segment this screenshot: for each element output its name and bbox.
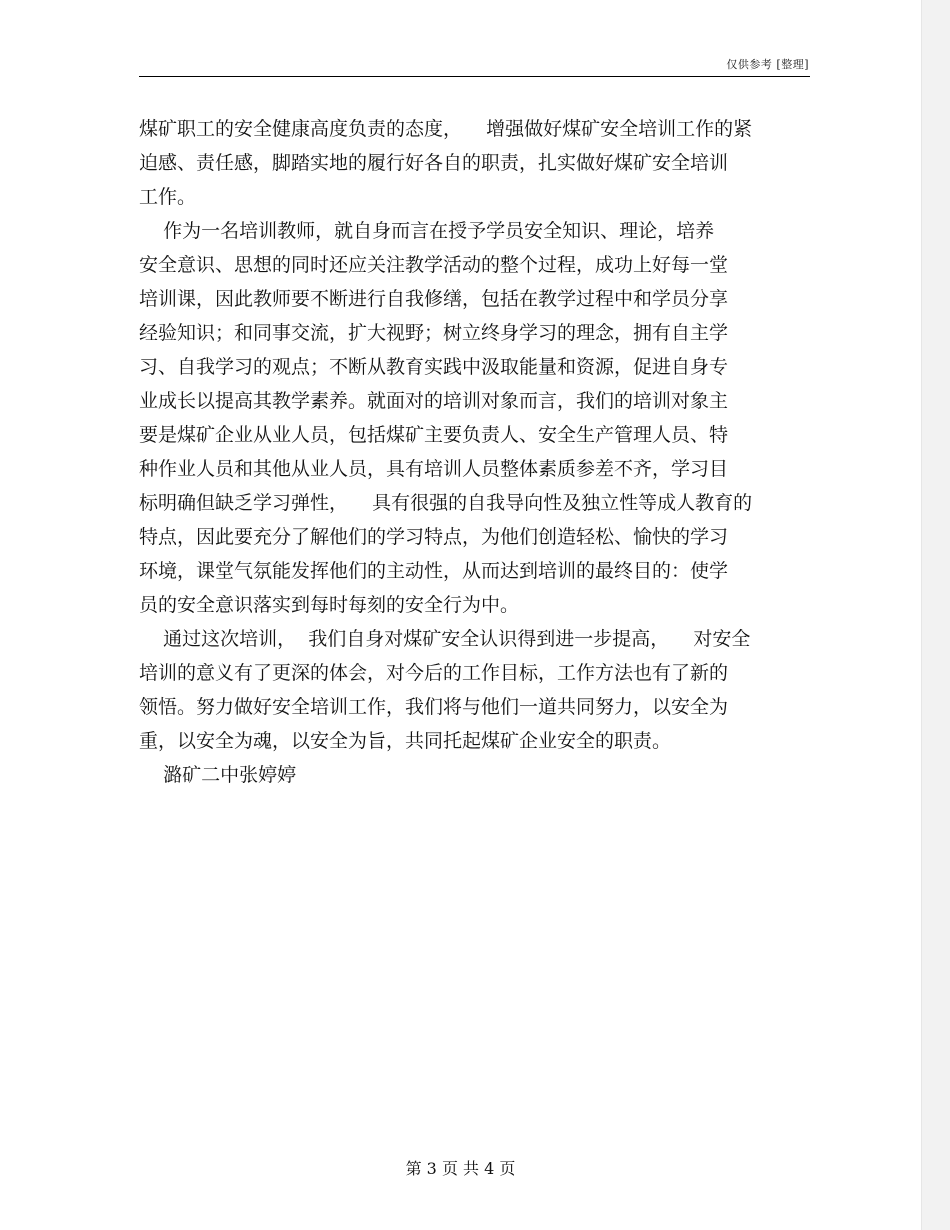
body-line: 领悟。努力做好安全培训工作，我们将与他们一道共同努力，以安全为	[139, 696, 729, 718]
body-line: 通过这次培训， 我们自身对煤矿安全认识得到进一步提高， 对安全	[139, 628, 751, 650]
viewer-gutter	[921, 0, 950, 1230]
body-line: 迫感、责任感，脚踏实地的履行好各自的职责，扎实做好煤矿安全培训	[139, 152, 729, 174]
body-line: 重，以安全为魂，以安全为旨，共同托起煤矿企业安全的职责。	[139, 730, 672, 752]
body-line: 培训的意义有了更深的体会，对今后的工作目标，工作方法也有了新的	[139, 662, 729, 684]
body-line: 安全意识、思想的同时还应关注教学活动的整个过程，成功上好每一堂	[139, 254, 729, 276]
author-signature: 潞矿二中张婷婷	[139, 764, 297, 786]
header-note: 仅供参考 [整理]	[726, 58, 809, 71]
body-line: 作为一名培训教师，就自身而言在授予学员安全知识、理论，培养	[139, 220, 715, 242]
body-line: 培训课，因此教师要不断进行自我修缮，包括在教学过程中和学员分享	[139, 288, 729, 310]
header-divider	[139, 76, 810, 77]
body-line: 环境，课堂气氛能发挥他们的主动性，从而达到培训的最终目的：使学	[139, 560, 729, 582]
body-line: 员的安全意识落实到每时每刻的安全行为中。	[139, 594, 520, 616]
body-line: 煤矿职工的安全健康高度负责的态度， 增强做好煤矿安全培训工作的紧	[139, 118, 753, 140]
page-number: 第 3 页 共 4 页	[405, 1159, 516, 1178]
body-line: 特点，因此要充分了解他们的学习特点，为他们创造轻松、愉快的学习	[139, 526, 729, 548]
body-line: 标明确但缺乏学习弹性， 具有很强的自我导向性及独立性等成人教育的	[139, 492, 753, 514]
body-line: 要是煤矿企业从业人员，包括煤矿主要负责人、安全生产管理人员、特	[139, 424, 729, 446]
body-line: 工作。	[139, 186, 197, 208]
body-line: 经验知识；和同事交流，扩大视野；树立终身学习的理念，拥有自主学	[139, 322, 729, 344]
body-line: 习、自我学习的观点；不断从教育实践中汲取能量和资源，促进自身专	[139, 356, 729, 378]
body-line: 业成长以提高其教学素养。就面对的培训对象而言，我们的培训对象主	[139, 390, 729, 412]
document-body	[139, 112, 810, 792]
body-line: 种作业人员和其他从业人员，具有培训人员整体素质参差不齐，学习目	[139, 458, 729, 480]
